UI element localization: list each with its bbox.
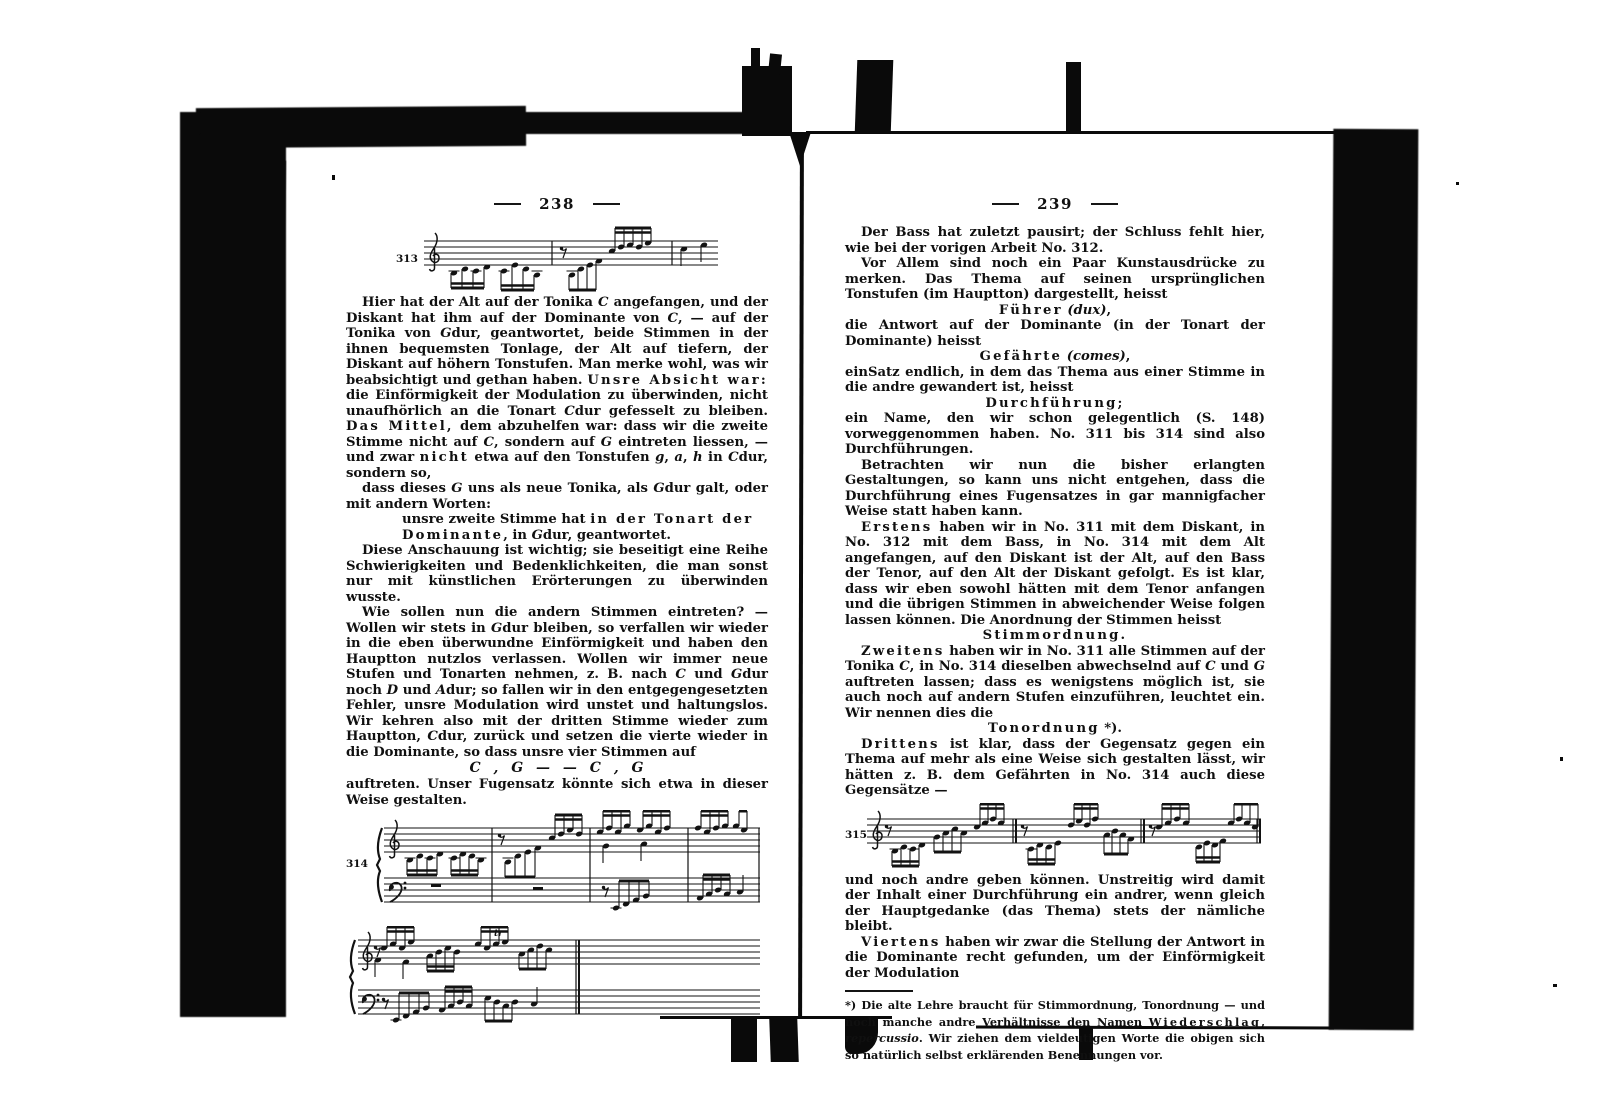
term-durchfuehrung: [845, 396, 1265, 412]
text-run: Führer: [998, 302, 1063, 318]
text-run: haben wir in No. 311 alle Stimmen auf der Tonika: [845, 643, 1265, 674]
example-number-315: 315: [845, 828, 867, 841]
term-fuehrer: [845, 303, 1265, 319]
paragraph: [845, 644, 1265, 722]
paragraph: [346, 481, 768, 512]
music-example-314-system2: [346, 926, 762, 1034]
text-run: . Wir ziehen dem vieldeutigen Worte die obigen sich so natürlich selbst erklärenden Benennungen vor.: [845, 1031, 1265, 1062]
scan-speck: [1456, 182, 1459, 185]
text-run: Stimmordnung.: [982, 628, 1128, 643]
music-example-313: [420, 225, 720, 295]
text-run: C: [598, 295, 609, 310]
text-run: C: [1205, 659, 1216, 674]
left-page: [346, 196, 768, 1034]
text-run: in der Tonart der Dominante: [402, 512, 754, 543]
text-run: Vor Allem sind noch ein Paar Kunstausdrücke zu merken. Das Thema auf seinen ursprünglichen Tonstufen (im Hauptton) dargestellt, heisst: [845, 256, 1265, 302]
header-rule-left: [494, 203, 521, 205]
example-number-314: 314: [346, 858, 368, 870]
scan-artifact-binding-blob: [742, 66, 792, 136]
text-run: dur, sondern so,: [346, 450, 769, 481]
scan-artifact-left-band-edge: [181, 159, 286, 1010]
text-run: Betrachten wir nun die bisher erlangten Gestaltungen, so kann uns nicht entgehen, dass die Durchführung eines Fugensatzes in gar mannigfacher Weise statt haben kann.: [845, 457, 1265, 519]
paragraph: [845, 225, 1265, 256]
text-run: (dux): [1067, 302, 1107, 318]
text-run: nicht: [419, 450, 469, 465]
page-header-right: [845, 196, 1265, 212]
text-run: , in: [503, 527, 532, 543]
text-run: dass dieses: [362, 481, 452, 496]
text-run: eintreten liessen, — und zwar: [346, 434, 768, 465]
footnote-rule: [845, 990, 913, 992]
text-run: haben wir in No. 311 mit dem Diskant, in No. 312 mit dem Bass, in No. 314 mit dem Alt angefangen, auf den Diskant ist der Alt, auf den Bass der Tenor, auf den Alt der Diskant gefolgt. Es ist klar, dass wir eben sowohl hätten mit dem Tenor anfangen und die übrigen Stimmen in abweichender Weise folgen lassen können. Die Anordnung der Stimmen heisst: [845, 519, 1265, 628]
text-run: Erstens: [861, 519, 933, 535]
text-run: C: [667, 310, 678, 326]
text-run: G: [600, 434, 613, 450]
text-run: dur galt, oder mit andern Worten:: [346, 481, 768, 512]
text-run: , sondern auf: [493, 434, 601, 450]
text-run: C: [675, 667, 686, 682]
text-run: C: [899, 659, 910, 674]
text-run: einSatz endlich, in dem das Thema aus einer Stimme in die andre gewandert ist, heisst: [845, 364, 1265, 395]
text-run: C: [564, 403, 575, 419]
music-example-315: [863, 803, 1263, 869]
text-run: dur gefesselt zu bleiben.: [574, 403, 768, 419]
scan-speck: [332, 175, 335, 180]
paragraph: [845, 365, 1265, 396]
text-run: auftreten lassen; dass es wenigstens möglich ist, sie auch noch auf andern Stufen einzuführen, leuchtet ein. Wir nennen dies die: [845, 674, 1265, 721]
header-rule-left: [992, 203, 1019, 205]
text-run: uns als neue Tonika, als: [462, 481, 654, 496]
text-run: G: [440, 326, 452, 341]
right-page: [845, 196, 1265, 1063]
text-run: und: [1215, 659, 1254, 674]
scan-artifact-bottom-tab: [769, 1018, 799, 1062]
text-run: die Einförmigkeit der Modulation zu überwinden, nicht unaufhörlich an die Tonart: [346, 388, 768, 419]
header-rule-right: [1091, 203, 1118, 205]
text-run: Wiederschlag: [1148, 1014, 1262, 1029]
text-run: G: [1253, 659, 1266, 674]
text-run: ,: [1261, 1014, 1265, 1029]
text-run: (comes): [1066, 349, 1126, 364]
text-run: ,: [664, 450, 675, 465]
text-run: , — auf der Tonika von: [346, 310, 768, 341]
scan-artifact-right-band: [1329, 129, 1419, 1030]
text-run: etwa auf den Tonstufen: [468, 450, 656, 465]
text-run: *).: [1099, 721, 1122, 736]
text-run: h: [693, 450, 703, 465]
text-run: in: [702, 450, 729, 465]
scan-artifact-top-block: [855, 60, 894, 134]
scan-speck: [1553, 984, 1557, 987]
scan-artifact-top-thin-bar: [1066, 62, 1081, 134]
text-run: und: [685, 667, 731, 682]
text-run: Tonordnung: [988, 721, 1100, 736]
page-header-left: [346, 196, 768, 212]
svg-text:tr: tr: [494, 929, 503, 939]
paragraph: [346, 605, 768, 760]
text-run: Viertens: [861, 934, 941, 950]
text-run: G: [451, 481, 463, 496]
text-run: dur, geantwortet, beide Stimmen in der ihnen bequemsten Tonlage, der Alt auf tiefern, der Diskant auf höhern Tonstufen. Man merke wohl, was wir beabsichtigt und gethan haben.: [346, 326, 768, 388]
paragraph: [346, 543, 768, 605]
scan-artifact-binding-spike: [751, 48, 760, 74]
paragraph: [845, 520, 1265, 629]
text-run: unsre zweite Stimme hat: [402, 512, 591, 527]
text-run: Das Mittel,: [346, 419, 454, 434]
text-run: dur noch: [346, 667, 768, 698]
music-example-314-system1-row: [346, 810, 768, 922]
text-run: angefangen, und der Diskant hat ihm auf der Dominante von: [346, 295, 768, 326]
page-number-right: 239: [1037, 195, 1073, 213]
text-run: A: [435, 682, 447, 698]
scan-artifact-top-bar: [200, 112, 752, 134]
paragraph: [845, 411, 1265, 458]
paragraph: [845, 737, 1265, 799]
term-tonordnung: [845, 721, 1265, 737]
text-run: haben wir zwar die Stellung der Antwort in die Dominante recht gefunden, um der Einförmigkeit der Modulation: [845, 934, 1265, 981]
text-run: ,: [1106, 302, 1112, 318]
scan-artifact-binding-spike-2: [768, 53, 782, 74]
text-run: die Antwort auf der Dominante (in der Tonart der Dominante) heisst: [845, 318, 1265, 349]
text-run: repercussio: [845, 1031, 919, 1045]
text-run: Drittens: [861, 736, 940, 752]
text-run: Diese Anschauung ist wichtig; sie beseitigt eine Reihe Schwierigkeiten und Bedenklichkeiten, die man sonst nur mit künstlichen Erörterungen zu überwinden wusste.: [346, 543, 768, 605]
term-stimmordnung: [845, 628, 1265, 644]
text-run: dur, geantwortet.: [542, 527, 671, 543]
text-run: dur; so fallen wir in den entgegengesetzten Fehler, unsre Modulation wird unstet und haltungslos. Wir kehren also mit der dritten Stimme wieder zum Hauptton,: [346, 682, 768, 744]
scan-artifact-top-right-hairline: [806, 131, 1336, 134]
scan-artifact-gutter-line: [798, 150, 804, 1016]
page-number-left: 238: [539, 195, 575, 213]
text-run: , in No. 314 dieselben abwechselnd auf: [909, 659, 1206, 674]
text-run: dur bleiben, so verfallen wir wieder in die eben überwundne Einförmigkeit und haben den Hauptton nutzlos verlassen. Wollen wir immer neue Stufen und Tonarten nehmen, z. B. nach: [346, 620, 768, 682]
music-example-314-system2-row: [346, 926, 768, 1034]
text-run: C: [728, 450, 739, 465]
footnote: [845, 997, 1265, 1063]
text-run: auftreten. Unser Fugensatz könnte sich etwa in dieser Weise gestalten.: [346, 777, 768, 808]
text-run: und noch andre geben können. Unstreitig wird damit der Inhalt einer Durchführung ein andrer, wenn gleich der Hauptgedanke (das Thema) stets der nämliche bleibt.: [845, 872, 1265, 934]
text-run: ein Name, den wir schon gelegentlich (S. 148) vorweggenommen haben. No. 311 bis 314 sind also Durchführungen.: [845, 411, 1265, 457]
text-run: Unsre Absicht war:: [587, 372, 768, 388]
tonality-scheme-line: [346, 760, 768, 777]
text-run: C , G — — C , G: [469, 760, 645, 776]
text-run: ,: [1125, 349, 1131, 364]
text-run: G: [491, 620, 503, 636]
text-run: und: [398, 682, 436, 698]
text-run: Durchführung;: [985, 395, 1125, 411]
header-rule-right: [593, 203, 620, 205]
paragraph: [845, 318, 1265, 349]
text-run: Wie sollen nun die andern Stimmen eintreten? — Wollen wir stets in: [346, 605, 768, 636]
music-example-315-row: [845, 803, 1265, 869]
text-run: *) Die alte Lehre braucht für Stimmordnung, Tonordnung — und noch manche andre Verhältnisse den Namen: [845, 998, 1265, 1029]
text-run: G: [531, 527, 543, 543]
text-run: G: [653, 481, 665, 496]
text-run: G: [730, 667, 743, 682]
example-number-313: 313: [396, 253, 418, 265]
text-run: dur, zurück und setzen die vierte wieder in die Dominante, so dass unsre vier Stimmen auf: [346, 729, 768, 760]
text-run: Zweitens: [861, 643, 945, 659]
paragraph: [845, 256, 1265, 303]
paragraph: [845, 935, 1265, 982]
text-run: g: [655, 450, 665, 465]
text-run: ist klar, dass der Gegensatz gegen ein Thema auf mehr als eine Weise sich gestalten lässt, wir hätten z. B. dem Gefährten in No. 314 auch diese Gegensätze —: [845, 736, 1265, 798]
text-run: Gefährte: [979, 349, 1063, 364]
term-gefaehrte: [845, 349, 1265, 365]
paragraph: [845, 458, 1265, 520]
music-example-313-row: [346, 225, 768, 295]
scan-speck: [1560, 757, 1563, 761]
paragraph-emphasized: [402, 512, 768, 543]
text-run: C: [427, 729, 438, 744]
text-run: D: [386, 682, 399, 698]
text-run: ,: [682, 450, 693, 465]
text-run: Hier hat der Alt auf der Tonika: [362, 295, 599, 310]
text-run: Der Bass hat zuletzt pausirt; der Schluss fehlt hier, wie bei der vorigen Arbeit No. 312.: [845, 225, 1265, 256]
music-example-314-system1: [372, 810, 762, 922]
paragraph: [346, 295, 768, 481]
text-run: dem abzuhelfen war: dass wir die zweite Stimme nicht auf: [346, 419, 768, 450]
paragraph: [845, 873, 1265, 935]
text-run: C: [483, 434, 494, 450]
text-run: a: [674, 450, 683, 465]
paragraph: [346, 777, 768, 808]
